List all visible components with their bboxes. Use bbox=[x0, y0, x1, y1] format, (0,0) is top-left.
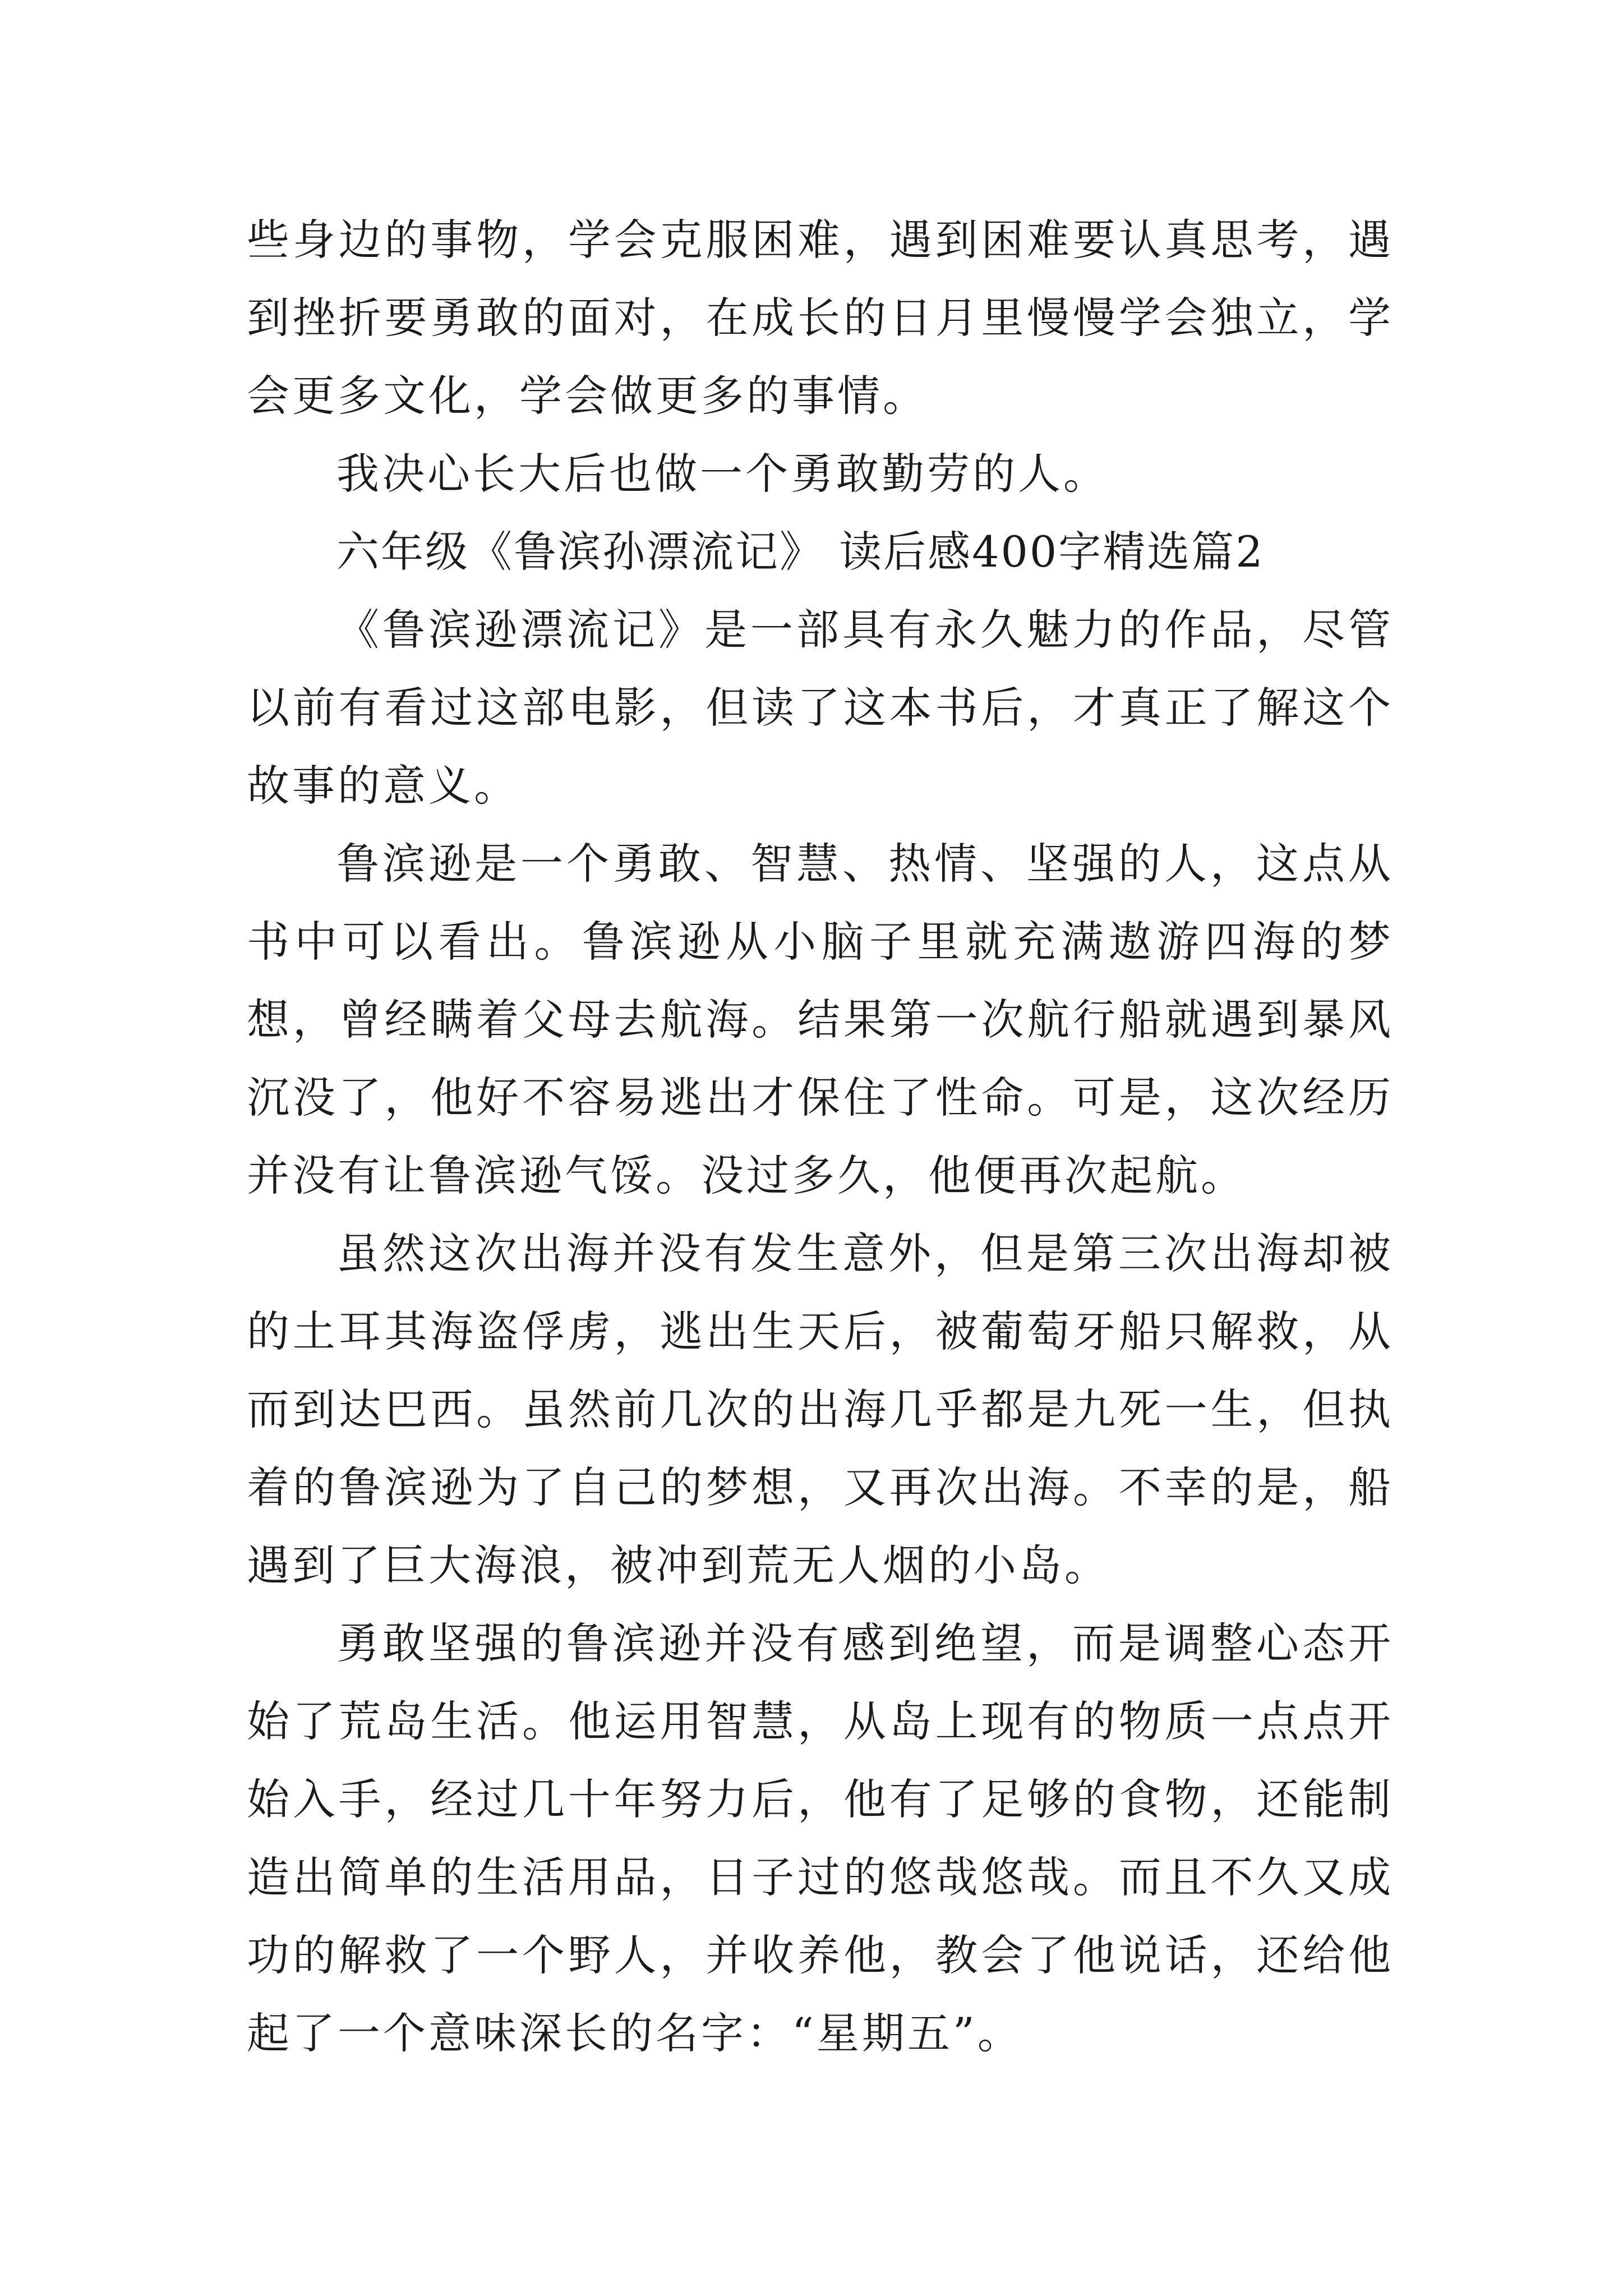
paragraph-intro: 《鲁滨逊漂流记》是一部具有永久魅力的作品，尽管以前有看过这部电影，但读了这本书后，才真正了解这个故事的意义。 bbox=[247, 605, 1394, 811]
paragraph-character: 鲁滨逊是一个勇敢、智慧、热情、坚强的人，这点从书中可以看出。鲁滨逊从小脑子里就充满遨游四海的梦想，曾经瞒着父母去航海。结果第一次航行船就遇到暴风沉没了，他好不容易逃出才保住了性命。可是，这次经历并没有让鲁滨逊气馁。没过多久，他便再次起航。 bbox=[247, 839, 1394, 1200]
paragraph-island-life: 勇敢坚强的鲁滨逊并没有感到绝望，而是调整心态开始了荒岛生活。他运用智慧，从岛上现有的物质一点点开始入手，经过几十年努力后，他有了足够的食物，还能制造出简单的生活用品，日子过的悠哉悠哉。而且不久又成功的解救了一个野人，并收养他，教会了他说话，还给他起了一个意味深长的名字：“星期五”。 bbox=[247, 1618, 1394, 2058]
paragraph-resolution: 我决心长大后也做一个勇敢勤劳的人。 bbox=[336, 449, 1109, 499]
document-page bbox=[247, 201, 1394, 2072]
paragraph-continuation: 些身边的事物，学会克服困难，遇到困难要认真思考，遇到挫折要勇敢的面对，在成长的日月里慢慢学会独立，学会更多文化，学会做更多的事情。 bbox=[247, 215, 1394, 421]
section-title: 六年级《鲁滨孙漂流记》 读后感400字精选篇2 bbox=[336, 527, 1265, 577]
paragraph-voyages: 虽然这次出海并没有发生意外，但是第三次出海却被的土耳其海盗俘虏，逃出生天后，被葡萄牙船只解救，从而到达巴西。虽然前几次的出海几乎都是九死一生，但执着的鲁滨逊为了自己的梦想，又再次出海。不幸的是，船遇到了巨大海浪，被冲到荒无人烟的小岛。 bbox=[247, 1228, 1394, 1590]
